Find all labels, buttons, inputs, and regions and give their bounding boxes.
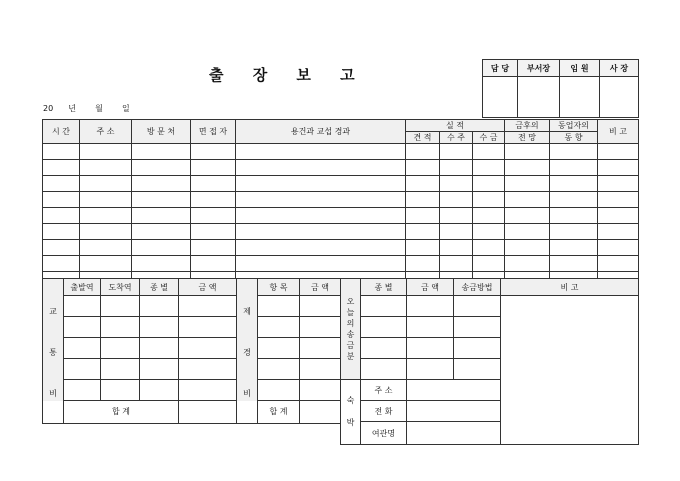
itinerary-cell[interactable]	[236, 256, 406, 272]
lodging-label-phone: 전 화	[361, 401, 407, 422]
remittance-header-amount: 금 액	[407, 279, 454, 296]
itinerary-cell[interactable]	[43, 160, 80, 176]
itinerary-cell[interactable]	[80, 144, 132, 160]
itinerary-cell[interactable]	[598, 192, 639, 208]
transport-header-arrival: 도착역	[101, 279, 140, 296]
misc-cell[interactable]	[258, 359, 300, 380]
itinerary-cell[interactable]	[598, 208, 639, 224]
itinerary-cell[interactable]	[406, 176, 440, 192]
itinerary-table	[42, 119, 639, 288]
itinerary-cell[interactable]	[550, 160, 598, 176]
itinerary-cell[interactable]	[440, 240, 473, 256]
itinerary-cell[interactable]	[473, 240, 505, 256]
transport-cell[interactable]	[64, 317, 101, 338]
itinerary-cell[interactable]	[505, 208, 550, 224]
itinerary-cell[interactable]	[440, 192, 473, 208]
transport-cell[interactable]	[140, 296, 179, 317]
misc-header-item: 항 목	[258, 279, 300, 296]
remittance-section-label	[341, 279, 361, 380]
itinerary-cell[interactable]	[550, 240, 598, 256]
itinerary-cell[interactable]	[132, 208, 191, 224]
itinerary-cell[interactable]	[236, 192, 406, 208]
itinerary-cell[interactable]	[505, 240, 550, 256]
remittance-cell[interactable]	[361, 338, 407, 359]
transport-cell[interactable]	[101, 338, 140, 359]
header-order: 수 주	[440, 132, 473, 144]
itinerary-cell[interactable]	[406, 144, 440, 160]
misc-cell[interactable]	[300, 338, 341, 359]
remittance-cell[interactable]	[361, 359, 407, 380]
itinerary-cell[interactable]	[132, 224, 191, 240]
itinerary-cell[interactable]	[43, 224, 80, 240]
itinerary-cell[interactable]	[132, 144, 191, 160]
date-year-prefix: 20	[43, 104, 54, 113]
misc-char-1: 제	[243, 307, 251, 317]
itinerary-cell[interactable]	[236, 240, 406, 256]
itinerary-cell[interactable]	[505, 256, 550, 272]
itinerary-cell[interactable]	[473, 192, 505, 208]
itinerary-cell[interactable]	[80, 224, 132, 240]
transport-char-1: 교	[49, 307, 57, 317]
transport-cell[interactable]	[179, 296, 237, 317]
misc-header-amount: 금 액	[300, 279, 341, 296]
misc-cell[interactable]	[300, 317, 341, 338]
itinerary-cell[interactable]	[598, 160, 639, 176]
header-competitor-top: 동업자의	[550, 120, 598, 132]
itinerary-cell[interactable]	[440, 208, 473, 224]
itinerary-cell[interactable]	[598, 256, 639, 272]
itinerary-cell[interactable]	[191, 208, 236, 224]
approval-label-president: 사 장	[600, 60, 639, 77]
itinerary-cell[interactable]	[505, 224, 550, 240]
itinerary-cell[interactable]	[43, 192, 80, 208]
itinerary-cell[interactable]	[43, 240, 80, 256]
itinerary-cell[interactable]	[236, 160, 406, 176]
approval-label-staff: 담 당	[483, 60, 518, 77]
approval-sign-president[interactable]	[600, 77, 639, 118]
itinerary-cell[interactable]	[440, 144, 473, 160]
transport-header-amount: 금 액	[179, 279, 237, 296]
itinerary-cell[interactable]	[440, 176, 473, 192]
header-estimate: 견 적	[406, 132, 440, 144]
approval-label-executive: 임 원	[560, 60, 600, 77]
itinerary-cell[interactable]	[43, 176, 80, 192]
itinerary-cell[interactable]	[191, 240, 236, 256]
itinerary-cell[interactable]	[80, 208, 132, 224]
itinerary-cell[interactable]	[550, 144, 598, 160]
approval-label-manager: 부서장	[518, 60, 560, 77]
transport-cell[interactable]	[140, 380, 179, 401]
itinerary-cell[interactable]	[132, 192, 191, 208]
header-time: 시 간	[43, 120, 80, 144]
misc-cell[interactable]	[258, 317, 300, 338]
transport-char-3: 비	[49, 389, 57, 399]
transport-cell[interactable]	[140, 317, 179, 338]
itinerary-cell[interactable]	[80, 176, 132, 192]
itinerary-cell[interactable]	[406, 256, 440, 272]
transport-cell[interactable]	[64, 380, 101, 401]
lodging-value-address[interactable]	[407, 380, 501, 401]
itinerary-cell[interactable]	[473, 208, 505, 224]
remittance-cell[interactable]	[454, 296, 501, 317]
lodging-value-phone[interactable]	[407, 401, 501, 422]
itinerary-cell[interactable]	[473, 256, 505, 272]
transport-cell[interactable]	[101, 380, 140, 401]
lodging-section-label	[341, 380, 361, 445]
itinerary-cell[interactable]	[191, 144, 236, 160]
transport-section-label	[43, 279, 64, 401]
approval-sign-manager[interactable]	[518, 77, 560, 118]
itinerary-cell[interactable]	[550, 224, 598, 240]
lodging-label-inn: 여관명	[361, 422, 407, 445]
itinerary-cell[interactable]	[236, 224, 406, 240]
itinerary-row	[43, 224, 639, 240]
date-day-label: 일	[121, 104, 130, 113]
misc-char-2: 경	[243, 348, 251, 358]
header-address: 주 소	[80, 120, 132, 144]
itinerary-cell[interactable]	[505, 144, 550, 160]
header-visit: 방 문 처	[132, 120, 191, 144]
remittance-cell[interactable]	[454, 317, 501, 338]
transport-cell[interactable]	[179, 317, 237, 338]
transport-cell[interactable]	[101, 317, 140, 338]
itinerary-cell[interactable]	[43, 144, 80, 160]
itinerary-cell[interactable]	[191, 224, 236, 240]
transport-cell[interactable]	[179, 380, 237, 401]
itinerary-cell[interactable]	[598, 176, 639, 192]
date-year-label: 년	[68, 104, 77, 113]
itinerary-cell[interactable]	[191, 176, 236, 192]
itinerary-row	[43, 160, 639, 176]
itinerary-cell[interactable]	[550, 176, 598, 192]
remittance-cell[interactable]	[454, 338, 501, 359]
remittance-cell[interactable]	[361, 296, 407, 317]
header-result: 실 적	[406, 120, 505, 132]
itinerary-row	[43, 144, 639, 160]
itinerary-cell[interactable]	[80, 240, 132, 256]
itinerary-row	[43, 192, 639, 208]
itinerary-cell[interactable]	[473, 144, 505, 160]
itinerary-cell[interactable]	[473, 224, 505, 240]
bottom-remarks-cell[interactable]	[501, 296, 639, 445]
lodging-label-text: 숙박	[346, 396, 355, 427]
transport-cell[interactable]	[179, 359, 237, 380]
report-date	[43, 103, 130, 114]
transport-cell[interactable]	[64, 359, 101, 380]
itinerary-cell[interactable]	[406, 208, 440, 224]
itinerary-cell[interactable]	[43, 208, 80, 224]
lodging-label-address: 주 소	[361, 380, 407, 401]
remittance-lodging-table	[340, 278, 639, 445]
itinerary-cell[interactable]	[550, 208, 598, 224]
header-collection: 수 금	[473, 132, 505, 144]
itinerary-cell[interactable]	[598, 144, 639, 160]
misc-total-label: 합 계	[258, 401, 300, 424]
itinerary-cell[interactable]	[473, 160, 505, 176]
document-title: 출 장 보 고	[209, 66, 367, 84]
itinerary-row	[43, 208, 639, 224]
itinerary-cell[interactable]	[191, 160, 236, 176]
itinerary-cell[interactable]	[236, 208, 406, 224]
misc-total-value[interactable]	[300, 401, 341, 424]
itinerary-cell[interactable]	[406, 240, 440, 256]
remittance-header-method: 송금방법	[454, 279, 501, 296]
transport-cell[interactable]	[140, 359, 179, 380]
header-business: 용건과 교섭 경과	[236, 120, 406, 144]
misc-cell[interactable]	[258, 380, 300, 401]
transport-cell[interactable]	[179, 338, 237, 359]
transport-cell[interactable]	[64, 338, 101, 359]
transport-cell[interactable]	[64, 296, 101, 317]
transport-header-type: 종 별	[140, 279, 179, 296]
header-interviewee: 면 접 자	[191, 120, 236, 144]
itinerary-row	[43, 256, 639, 272]
itinerary-cell[interactable]	[406, 224, 440, 240]
remittance-cell[interactable]	[454, 359, 501, 380]
itinerary-cell[interactable]	[440, 160, 473, 176]
remittance-cell[interactable]	[361, 317, 407, 338]
misc-section-label	[237, 279, 258, 401]
itinerary-cell[interactable]	[236, 176, 406, 192]
itinerary-cell[interactable]	[80, 160, 132, 176]
itinerary-cell[interactable]	[43, 256, 80, 272]
transport-total-label: 합 계	[64, 401, 179, 424]
itinerary-cell[interactable]	[550, 256, 598, 272]
itinerary-cell[interactable]	[598, 240, 639, 256]
misc-cell[interactable]	[258, 338, 300, 359]
itinerary-cell[interactable]	[132, 160, 191, 176]
misc-char-3: 비	[243, 389, 251, 399]
itinerary-cell[interactable]	[440, 224, 473, 240]
itinerary-cell[interactable]	[132, 256, 191, 272]
transport-cell[interactable]	[101, 296, 140, 317]
itinerary-cell[interactable]	[598, 224, 639, 240]
itinerary-cell[interactable]	[440, 256, 473, 272]
itinerary-cell[interactable]	[505, 176, 550, 192]
itinerary-cell[interactable]	[406, 160, 440, 176]
itinerary-row	[43, 240, 639, 256]
itinerary-cell[interactable]	[132, 176, 191, 192]
bottom-remarks-header: 비 고	[501, 279, 639, 296]
itinerary-cell[interactable]	[80, 256, 132, 272]
remittance-cell[interactable]	[407, 338, 454, 359]
lodging-value-inn[interactable]	[407, 422, 501, 445]
misc-cell[interactable]	[258, 296, 300, 317]
approval-box	[482, 59, 639, 118]
itinerary-cell[interactable]	[191, 192, 236, 208]
itinerary-cell[interactable]	[550, 192, 598, 208]
itinerary-cell[interactable]	[406, 192, 440, 208]
transport-char-2: 통	[49, 348, 57, 358]
remittance-cell[interactable]	[407, 359, 454, 380]
header-forecast-bottom: 전 망	[505, 132, 550, 144]
itinerary-row	[43, 176, 639, 192]
misc-cell[interactable]	[300, 380, 341, 401]
remittance-label-text: 오늘의송금분	[346, 297, 355, 361]
approval-sign-staff[interactable]	[483, 77, 518, 118]
itinerary-cell[interactable]	[505, 160, 550, 176]
transport-total-value[interactable]	[179, 401, 237, 424]
header-forecast-top: 금후의	[505, 120, 550, 132]
header-competitor-bottom: 동 향	[550, 132, 598, 144]
approval-sign-executive[interactable]	[560, 77, 600, 118]
transport-expense-table	[42, 278, 237, 424]
misc-cell[interactable]	[300, 359, 341, 380]
misc-expense-table	[236, 278, 341, 424]
date-month-label: 월	[95, 104, 103, 113]
transport-header-departure: 출발역	[64, 279, 101, 296]
remittance-cell[interactable]	[407, 317, 454, 338]
itinerary-cell[interactable]	[132, 240, 191, 256]
remittance-header-type: 종 별	[361, 279, 407, 296]
itinerary-cell[interactable]	[473, 176, 505, 192]
itinerary-cell[interactable]	[80, 192, 132, 208]
transport-cell[interactable]	[101, 359, 140, 380]
transport-cell[interactable]	[140, 338, 179, 359]
remittance-cell[interactable]	[407, 296, 454, 317]
itinerary-cell[interactable]	[191, 256, 236, 272]
header-remarks: 비 고	[598, 120, 639, 144]
itinerary-cell[interactable]	[236, 144, 406, 160]
itinerary-cell[interactable]	[505, 192, 550, 208]
misc-cell[interactable]	[300, 296, 341, 317]
